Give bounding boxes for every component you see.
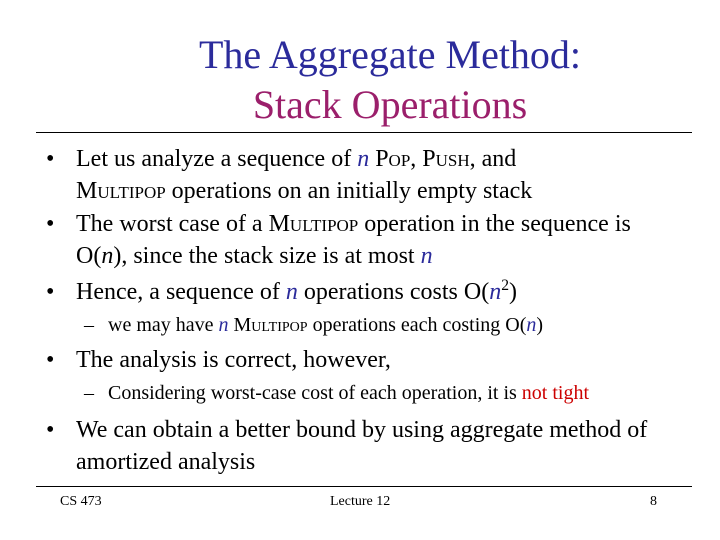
- footer-divider: [36, 486, 692, 487]
- variable-n: n: [218, 314, 229, 336]
- title-line-1: The Aggregate Method:: [198, 32, 582, 77]
- title-divider: [36, 132, 692, 133]
- bullet-text: The analysis is correct, however,: [76, 347, 391, 373]
- bullet-marker: •: [46, 279, 55, 305]
- variable-n: n: [489, 279, 502, 305]
- sub-bullet-marker: –: [84, 382, 94, 404]
- bullet-total-cost: [46, 276, 686, 308]
- bullet-better-bound: [46, 414, 686, 478]
- bullet-text: Let us analyze a sequence of n Pop, Push, and Multipop operations on an initially empty stack: [76, 146, 533, 204]
- op-multipop: Multipop: [76, 178, 166, 204]
- bullet-analysis-correct: [46, 344, 686, 376]
- bullet-marker: •: [46, 146, 55, 172]
- slide-title: [100, 30, 680, 130]
- sub-bullet-text: we may have n Multipop operations each costing O(n): [108, 314, 544, 336]
- bullet-marker: •: [46, 417, 55, 443]
- sub-bullet-marker: –: [84, 314, 94, 336]
- title-line-2: Stack Operations: [252, 82, 528, 127]
- bullet-text: We can obtain a better bound by using aggregate method of amortized analysis: [76, 417, 648, 475]
- subbullet-multipop-cost: [84, 312, 694, 338]
- exponent: 2: [501, 277, 509, 294]
- variable-n: n: [101, 243, 114, 269]
- bullet-analyze-sequence: [46, 143, 686, 207]
- footer-page-number: 8: [650, 494, 657, 509]
- bullet-marker: •: [46, 211, 55, 237]
- bullet-text: Hence, a sequence of n operations costs $O(n^2)$: [76, 277, 517, 305]
- bullet-marker: •: [46, 347, 55, 373]
- sub-bullet-text: Considering worst-case cost of each operation, it is not tight: [108, 382, 590, 404]
- variable-n: n: [357, 146, 370, 172]
- op-push: Push: [422, 146, 470, 172]
- variable-n: n: [420, 243, 433, 269]
- footer-course: CS 473: [60, 494, 102, 509]
- variable-n: n: [526, 314, 537, 336]
- bullet-text: The worst case of a Multipop operation in the sequence is O(n), since the stack size is at most n: [76, 211, 631, 269]
- op-pop: Pop: [375, 146, 411, 172]
- bullet-worst-case: [46, 208, 686, 272]
- op-multipop: Multipop: [268, 211, 359, 237]
- subbullet-not-tight: [84, 380, 694, 406]
- footer-lecture: Lecture 12: [330, 494, 391, 509]
- variable-n: n: [285, 279, 298, 305]
- op-multipop: Multipop: [233, 314, 308, 336]
- emphasis-not-tight: not tight: [521, 382, 590, 404]
